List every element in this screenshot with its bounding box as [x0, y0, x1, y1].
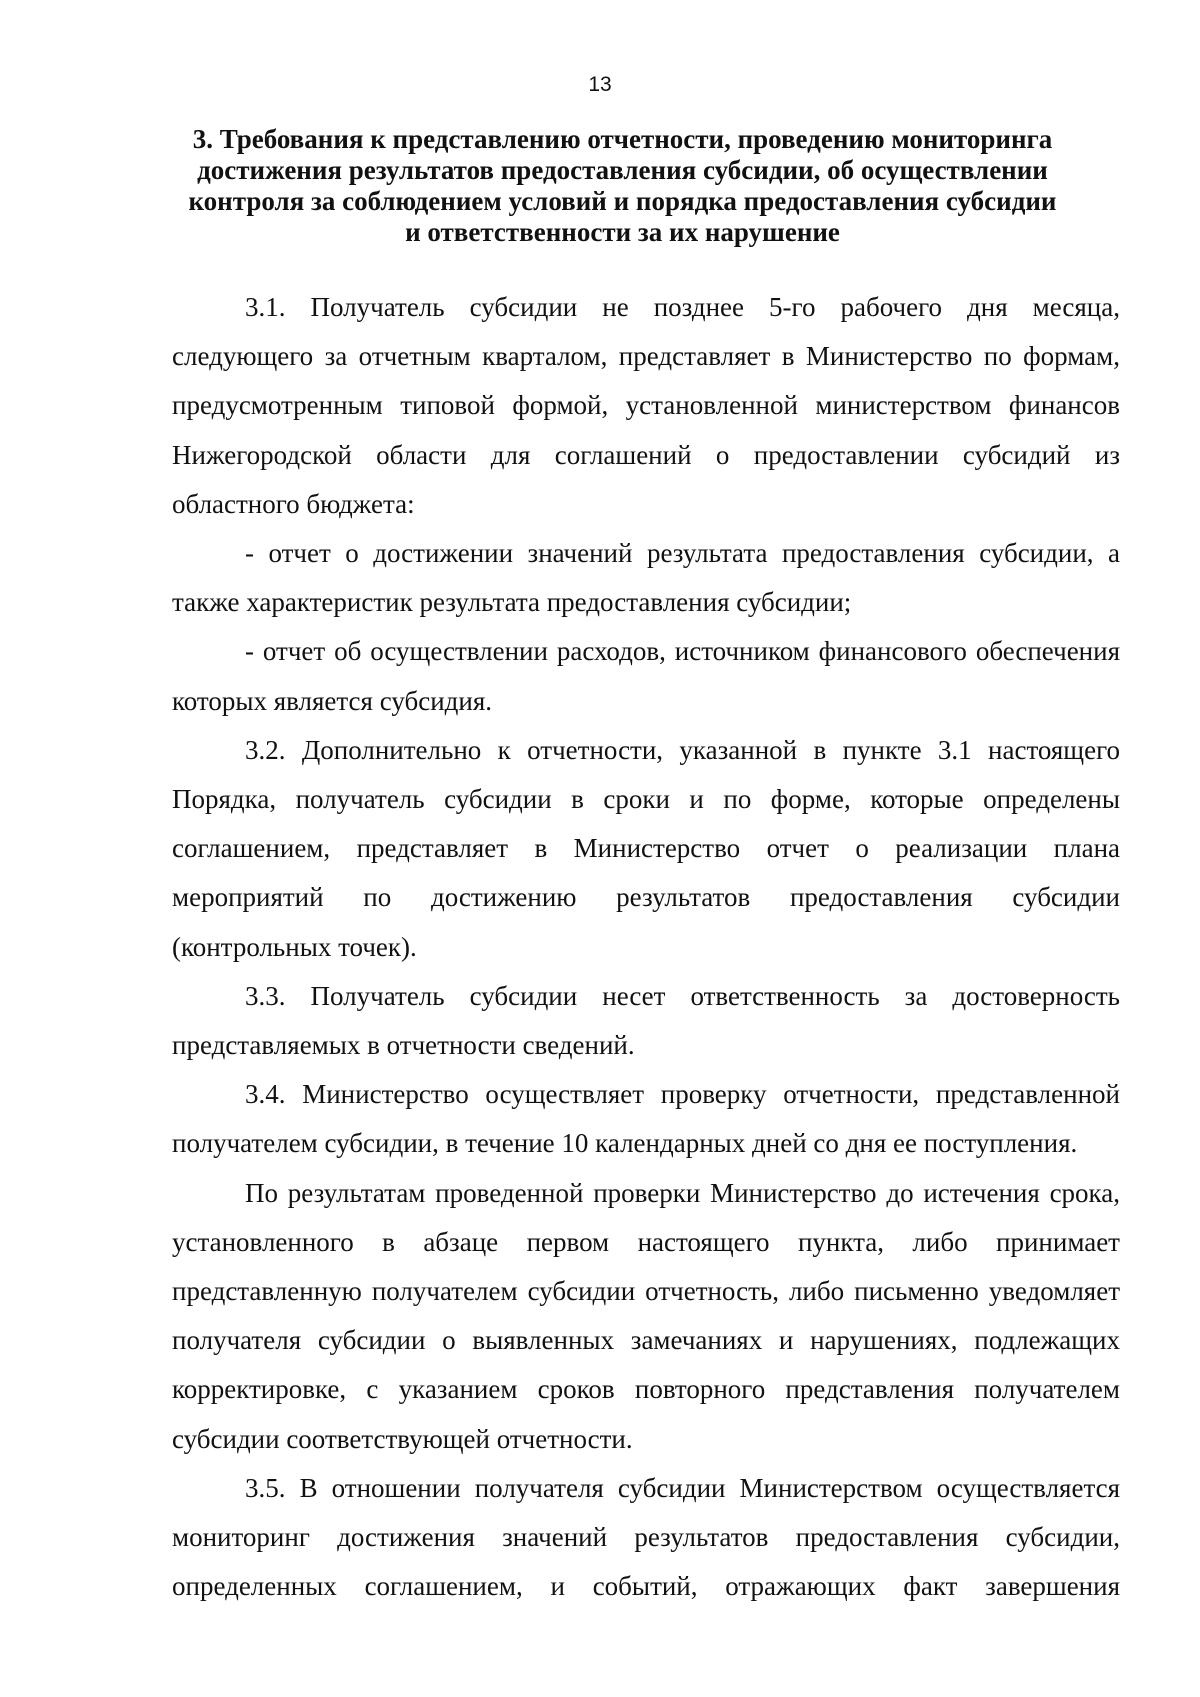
body-text	[172, 283, 1120, 1611]
paragraph-3-5: 3.5. В отношении получателя субсидии Министерством осуществляется мониторинг достижения значений результатов предоставления субсидии, определенных соглашением, и событий, отражающих факт завершения	[172, 1472, 1120, 1602]
paragraph-3-3: 3.3. Получатель субсидии несет ответственность за достоверность представляемых в отчетности сведений.	[172, 980, 1120, 1061]
heading-line: и ответственности за их нарушение	[405, 217, 840, 247]
paragraph-report-results: - отчет о достижении значений результата предоставления субсидии, а также характеристик результата предоставления субсидии;	[172, 538, 1120, 618]
heading-line: контроля за соблюдением условий и порядка предоставления субсидии	[188, 186, 1057, 216]
paragraph-3-1: 3.1. Получатель субсидии не позднее 5-го рабочего дня месяца, следующего за отчетным кварталом, представляет в Министерство по формам, предусмотренным типовой формой, установленной министерством финансов Нижегородской области для соглашений о предоставлении субсидий из областного бюджета:	[172, 292, 1120, 519]
heading-line: достижения результатов предоставления субсидии, об осуществлении	[197, 155, 1048, 185]
paragraph-check-results: По результатам проведенной проверки Министерство до истечения срока, установленного в абзаце первом настоящего пункта, либо принимает представленную получателем субсидии отчетность, либо письменно уведомляет получателя субсидии о выявленных замечаниях и нарушениях, подлежащих корректировке, с указанием сроков повторного представления получателем субсидии соответствующей отчетности.	[172, 1177, 1120, 1454]
paragraph-3-4: 3.4. Министерство осуществляет проверку отчетности, представленной получателем субсидии, в течение 10 календарных дней со дня ее поступления.	[172, 1079, 1120, 1159]
paragraph-3-2: 3.2. Дополнительно к отчетности, указанной в пункте 3.1 настоящего Порядка, получатель субсидии в сроки и по форме, которые определены соглашением, представляет в Министерство отчет о реализации плана мероприятий по достижению результатов предоставления субсидии (контрольных точек).	[172, 734, 1120, 962]
heading-line: 3. Требования к представлению отчетности, проведению мониторинга	[192, 124, 1053, 154]
paragraph-report-expenses: - отчет об осуществлении расходов, источником финансового обеспечения которых является субсидия.	[172, 636, 1120, 716]
page-number: 13	[588, 73, 612, 96]
section-heading	[150, 124, 1095, 248]
